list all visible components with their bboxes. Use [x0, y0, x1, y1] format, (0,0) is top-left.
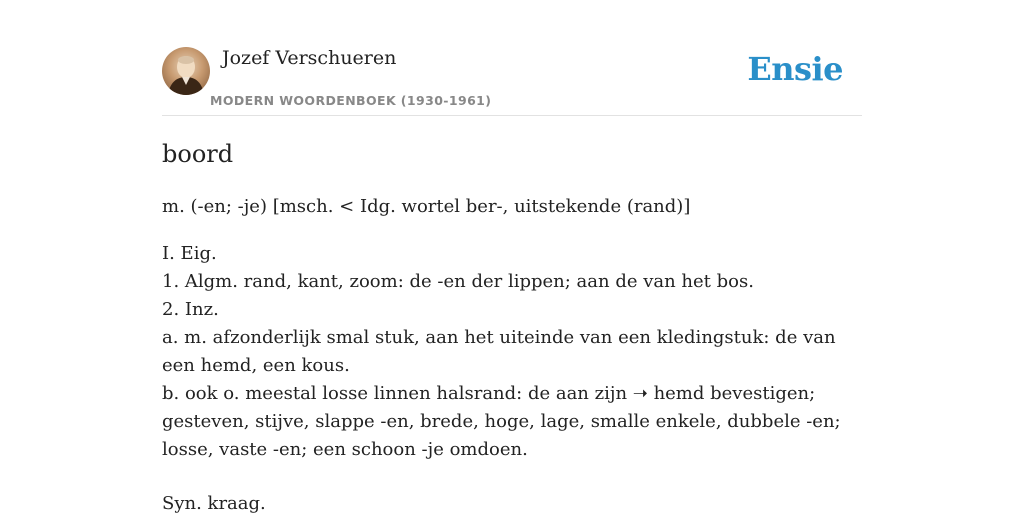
portrait-icon — [162, 47, 210, 95]
entry-header — [162, 0, 862, 116]
author-name[interactable]: Jozef Verschueren — [222, 47, 397, 69]
ensie-logo[interactable]: Ensie — [747, 50, 843, 88]
grammar-info: m. (-en; -je) [msch. < Idg. wortel ber-, uitstekende (rand)] — [162, 196, 691, 217]
entry-page — [162, 0, 862, 514]
headword: boord — [162, 140, 234, 168]
definition-line: a. m. afzonderlijk smal stuk, aan het uiteinde van een kledingstuk: de van een hemd, een kous. — [162, 327, 836, 376]
dictionary-name[interactable]: MODERN WOORDENBOEK (1930-1961) — [210, 93, 492, 108]
definition-line: 2. Inz. — [162, 299, 219, 320]
synonym-line: Syn. kraag. — [162, 493, 266, 514]
definition-line: I. Eig. — [162, 243, 217, 264]
author-avatar[interactable] — [162, 47, 210, 95]
definition-body — [162, 240, 867, 464]
definition-line: 1. Algm. rand, kant, zoom: de -en der lippen; aan de van het bos. — [162, 271, 754, 292]
definition-line: b. ook o. meestal losse linnen halsrand: de aan zijn ➝ hemd bevestigen; gesteven, stijve, slappe -en, brede, hoge, lage, smalle enkele, dubbele -en; losse, vaste -en; een schoon -je omdoen. — [162, 383, 841, 460]
